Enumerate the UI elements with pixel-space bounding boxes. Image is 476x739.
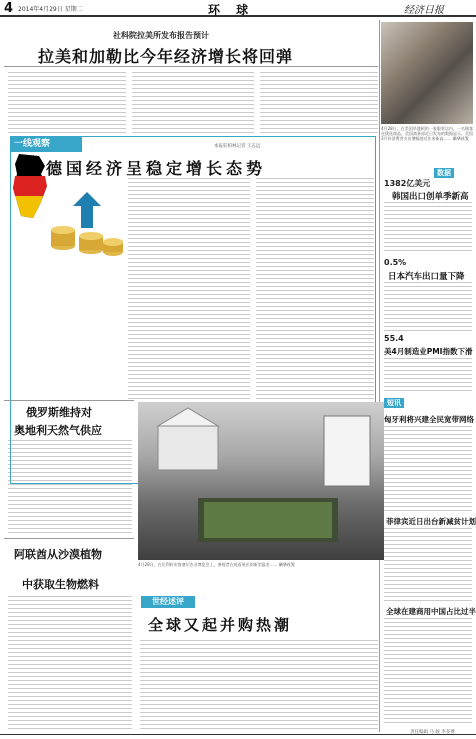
data-item-body [384,358,472,394]
brief-item-body [384,528,472,602]
shop-photo-caption: 4月28日，在美国华盛顿的一家服装店内，一名顾客在挑选商品。美国商务部近日发布的数据显示，美国3月份消费者支出增幅创近年来新高…… 新华社发 [381,126,473,142]
divider [4,538,134,539]
footer-rule [0,734,476,735]
observe-body-col2 [256,178,374,400]
brief-item-body [384,618,472,726]
divider [4,66,378,67]
data-item-body [384,282,472,332]
data-item-title: 美4月制造业PMI指数下滑 [384,347,473,356]
section-title: 环 球 [208,3,255,17]
data-item-title: 韩国出口创单季新高 [392,192,469,202]
observe-tag: 一线观察 [10,136,82,152]
world-review-headline: 全球又起并购热潮 [148,616,293,634]
divider [4,400,134,401]
lead-kicker: 社科院拉美所发布报告预计 [113,31,209,40]
shop-photo-credit: 新华社发 [452,136,469,142]
russia-title-line2: 奥地利天然气供应 [14,424,102,437]
observe-body-col1 [128,178,250,400]
observe-byline: 本报驻柏林记者 王志远 [214,144,261,149]
brief-item-title: 全球在建商用中国占比过半 [386,607,476,616]
data-item-value: 1382亿美元 [384,179,431,188]
observe-headline: 德国经济呈稳定增长态势 [46,159,267,178]
newspaper-logo: 经济日报 [404,5,444,16]
footer-editor: 责任编辑 马 骏 李多博 [410,730,455,735]
uae-body [8,596,132,730]
greenhouse-illustration [138,402,384,560]
issue-date: 2014年4月29日 星期二 [18,6,83,13]
brief-item-title: 菲律宾近日出台新减贫计划 [386,517,476,526]
data-item-value: 55.4 [384,334,404,343]
uae-title-line1: 阿联酋从沙漠植物 [14,548,102,561]
uae-title-line2: 中获取生物燃料 [22,578,99,591]
greenhouse-credit: 新华社发 [278,562,295,567]
brief-item-title: 匈牙利将兴建全民宽带网络 [384,415,474,424]
greenhouse-photo [138,402,384,560]
coins-arrow-illustration [47,190,125,260]
brief-item-body [384,426,472,512]
world-review-tag: 世经述评 [141,596,195,608]
data-column-tag: 数据 [434,168,454,178]
russia-title-line1: 俄罗斯维持对 [26,406,92,419]
greenhouse-caption: 4月28日，在比利时布鲁塞尔农业博览会上，参观者在观看展出的新型温室…… 新华社发 [138,562,295,567]
data-item-value: 0.5% [384,258,407,267]
lead-body-col2 [132,72,254,134]
data-item-body [384,202,472,254]
masthead [0,0,476,17]
russia-body [8,440,132,536]
lead-body-col1 [8,72,126,134]
page-number: 4 [4,1,14,16]
germany-flag-map-illustration [11,152,51,222]
lead-headline: 拉美和加勒比今年经济增长将回弹 [38,47,294,66]
lead-body-col3 [260,72,378,134]
data-item-title: 日本汽车出口量下降 [388,272,465,282]
world-review-body [140,640,378,730]
shop-photo [381,22,473,124]
brief-column-tag: 短讯 [384,398,404,408]
